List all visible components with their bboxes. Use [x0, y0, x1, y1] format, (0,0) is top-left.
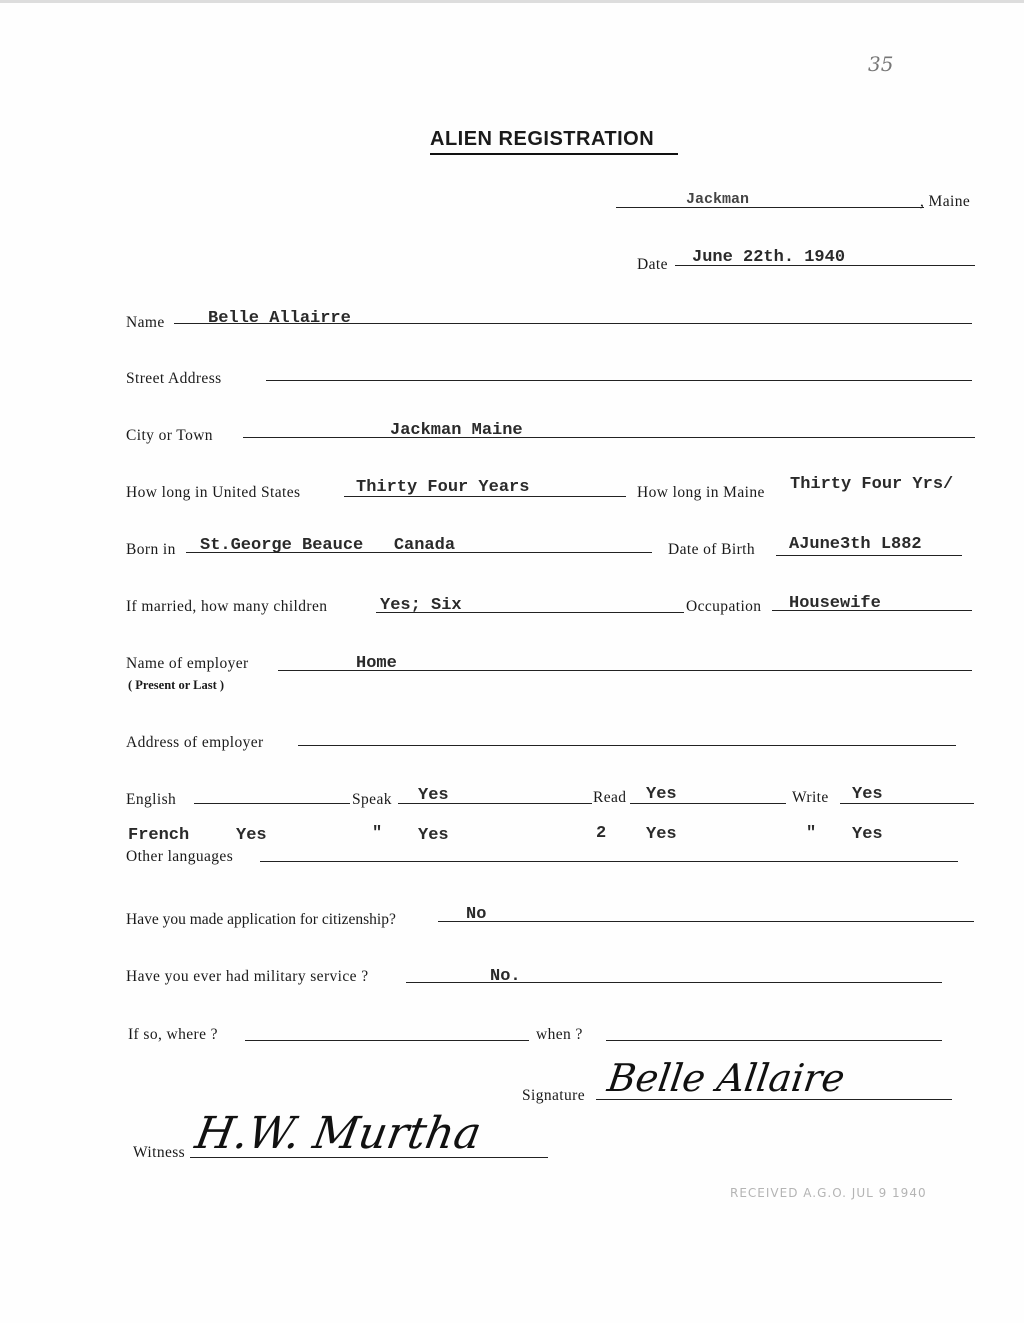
french-write-value[interactable]: Yes	[852, 825, 883, 844]
french-read-value[interactable]: Yes	[646, 825, 677, 844]
witness-signature: H.W. Murtha	[191, 1108, 486, 1159]
other-languages-label: Other languages	[126, 848, 234, 865]
when-label: when ?	[536, 1026, 583, 1043]
date-of-birth-line	[776, 555, 962, 556]
military-line	[406, 982, 942, 983]
speak-label: Speak	[352, 791, 392, 808]
how-long-us-label: How long in United States	[126, 484, 301, 501]
how-long-maine-label: How long in Maine	[637, 484, 765, 501]
french-label: French	[128, 826, 190, 845]
date-label: Date	[637, 256, 668, 273]
english-line	[194, 803, 350, 804]
city-or-town-line	[243, 437, 975, 438]
employer-value[interactable]: Home	[356, 654, 397, 673]
employer-sublabel: ( Present or Last )	[128, 678, 225, 692]
employer-address-line	[298, 745, 956, 746]
military-label: Have you ever had military service ?	[126, 968, 369, 985]
english-read-value[interactable]: Yes	[646, 785, 677, 804]
read-label: Read	[593, 789, 627, 806]
signature-value: Belle Allaire	[604, 1056, 848, 1100]
witness-label: Witness	[133, 1144, 186, 1161]
french-speak-ditto: "	[372, 824, 383, 843]
when-line	[606, 1040, 942, 1041]
page-title: ALIEN REGISTRATION	[430, 128, 655, 150]
english-label: English	[126, 791, 177, 808]
english-speak-value[interactable]: Yes	[418, 786, 449, 805]
title-underline	[430, 153, 678, 155]
french-first-value[interactable]: Yes	[236, 826, 267, 845]
employer-label: Name of employer	[126, 655, 249, 672]
children-label: If married, how many children	[126, 598, 328, 615]
employer-address-label: Address of employer	[126, 734, 264, 751]
scan-border	[0, 0, 1024, 3]
header-city-value[interactable]: Jackman	[686, 191, 750, 208]
other-languages-line	[260, 861, 958, 862]
born-in-label: Born in	[126, 541, 176, 558]
date-of-birth-label: Date of Birth	[668, 541, 755, 558]
name-value[interactable]: Belle Allairre	[208, 309, 351, 328]
date-of-birth-value[interactable]: AJune3th L882	[789, 535, 922, 554]
signature-label: Signature	[522, 1087, 586, 1104]
write-label: Write	[792, 789, 829, 806]
french-read-ditto: 2	[596, 824, 607, 843]
name-label: Name	[126, 314, 165, 331]
citizenship-value[interactable]: No	[466, 905, 487, 924]
received-stamp: RECEIVED A.G.O. JUL 9 1940	[730, 1186, 927, 1200]
date-value[interactable]: June 22th. 1940	[692, 248, 846, 267]
city-or-town-label: City or Town	[126, 427, 213, 444]
occupation-value[interactable]: Housewife	[789, 594, 881, 613]
street-address-line	[266, 380, 972, 381]
where-line	[245, 1040, 529, 1041]
citizenship-line	[438, 921, 974, 922]
english-write-value[interactable]: Yes	[852, 785, 883, 804]
french-write-ditto: "	[806, 824, 817, 843]
street-address-label: Street Address	[126, 370, 222, 387]
where-label: If so, where ?	[128, 1026, 218, 1043]
how-long-us-value[interactable]: Thirty Four Years	[356, 478, 530, 497]
born-in-value[interactable]: St.George Beauce Canada	[200, 536, 456, 555]
city-or-town-value[interactable]: Jackman Maine	[390, 421, 523, 440]
state-label: , Maine	[920, 193, 971, 210]
children-value[interactable]: Yes; Six	[380, 596, 462, 615]
occupation-label: Occupation	[686, 598, 762, 615]
military-value[interactable]: No.	[490, 967, 521, 986]
city-line	[616, 207, 924, 208]
how-long-maine-value[interactable]: Thirty Four Yrs/	[790, 475, 954, 494]
french-speak-value[interactable]: Yes	[418, 826, 449, 845]
page-number: 35	[868, 52, 894, 76]
citizenship-label: Have you made application for citizenship?	[126, 911, 396, 928]
